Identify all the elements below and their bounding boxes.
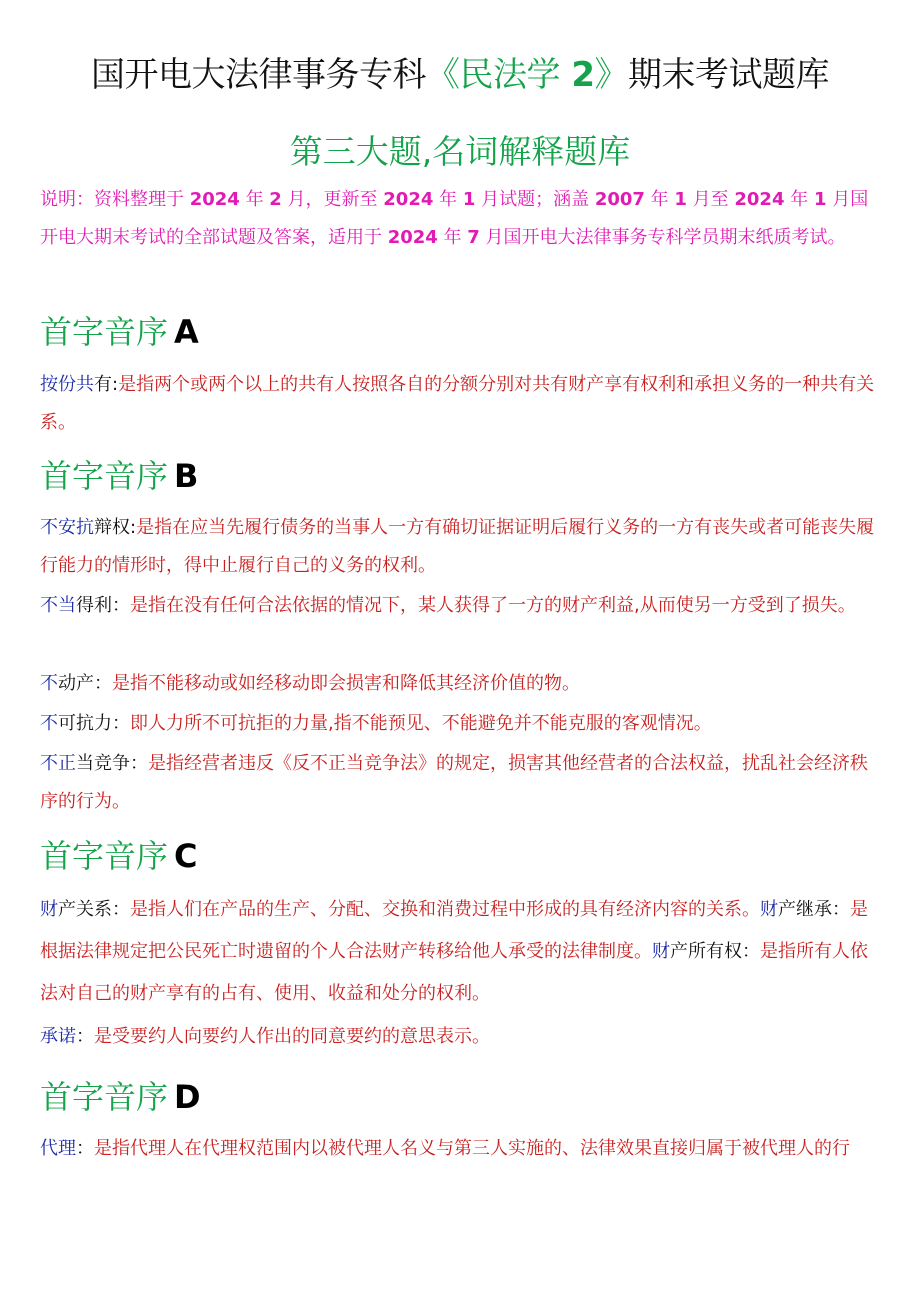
term-entry: 不安抗辩权:是指在应当先履行债务的当事人一方有确切证据证明后履行义务的一方有丧失或者可能丧失履行能力的情形时，得中止履行自己的义务的权利。	[40, 517, 875, 576]
section-title-b: 首字音序 B	[40, 457, 199, 495]
term-entry: 不正当竞争：是指经营者违反《反不正当竞争法》的规定，损害其他经营者的合法权益，扰乱社会经济秩序的行为。	[40, 753, 868, 812]
title-suffix: 期末考试题库	[628, 55, 829, 95]
term-entry: 承诺：是受要约人向要约人作出的同意要约的意思表示。	[40, 1026, 490, 1047]
term-entry: 不当得利：是指在没有任何合法依据的情况下，某人获得了一方的财产利益,从而使另一方受到了损失。	[40, 595, 856, 616]
description-note: 说明：资料整理于 2024 年 2 月，更新至 2024 年 1 月试题；涵盖 2007 年 1 月至 2024 年 1 月国开电大期末考试的全部试题及答案，适用于 2024 年 7 月国开电大法律事务专科学员期末纸质考试。	[40, 189, 869, 248]
section-heading: 第三大题,名词解释题库	[289, 132, 631, 171]
section-title-a: 首字音序 A	[40, 313, 199, 351]
term-entry: 按份共有:是指两个或两个以上的共有人按照各自的分额分别对共有财产享有权利和承担义务的一种共有关系。	[40, 374, 875, 433]
document-title	[0, 52, 920, 98]
title-prefix: 国开电大法律事务专科	[91, 55, 426, 95]
title-course: 《民法学 2》	[426, 55, 628, 95]
section-title-c: 首字音序 C	[40, 837, 198, 875]
section-title-d: 首字音序 D	[40, 1078, 201, 1116]
term-entry: 不动产：是指不能移动或如经移动即会损害和降低其经济价值的物。	[40, 673, 580, 694]
term-entry: 代理：是指代理人在代理权范围内以被代理人名义与第三人实施的、法律效果直接归属于被代理人的行	[40, 1138, 850, 1159]
term-entry: 财产关系：是指人们在产品的生产、分配、交换和消费过程中形成的具有经济内容的关系。财产继承：是根据法律规定把公民死亡时遗留的个人合法财产转移给他人承受的法律制度。财产所有权：是指所有人依法对自己的财产享有的占有、使用、收益和处分的权利。	[40, 899, 868, 1004]
term-entry: 不可抗力：即人力所不可抗拒的力量,指不能预见、不能避免并不能克服的客观情况。	[40, 713, 712, 734]
